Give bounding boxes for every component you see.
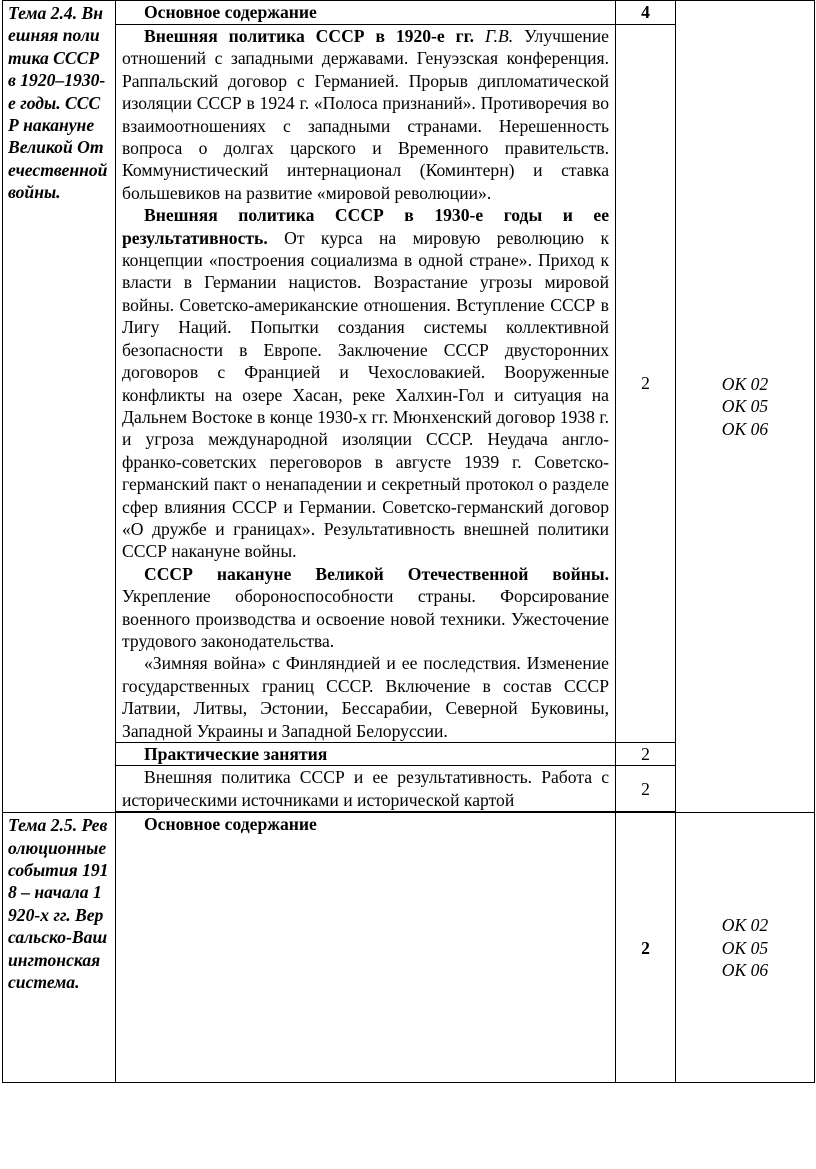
competency-item: ОК 06 [721,959,769,980]
practice-hours: 2 [616,743,676,766]
practice-text: Внешняя политика СССР и ее результативность. Работа с историческими источниками и исторической картой [116,766,616,812]
topic1-header-row [3,1,815,25]
topic1-main-header: Основное содержание [116,1,616,25]
practice-header: Практические занятия [116,743,616,766]
content-paragraph: Внешняя политика СССР в 1920-е гг. Г.В. Улучшение отношений с западными державами. Генуэзская конференция. Раппальский договор с Германией. Прорыв дипломатической изоляции СССР в 1924 г. «Полоса признаний». Противоречия во взаимоотношениях с западными странами. Нерешенность вопроса о долгах царского и Временного правительств. Коммунистический интернационал (Коминтерн) и ставка большевиков на развитие «мировой революции». [122,26,609,203]
topic1-main-hours: 4 [616,1,676,25]
curriculum-table [2,0,815,1083]
topic2-row [3,813,815,1083]
topic1-competencies [676,1,815,813]
topic2-competencies [676,813,815,1083]
topic2-title: Тема 2.5. Революционные события 1918 – начала 1920-х гг. Версальско-Вашингтонская система. [3,813,116,1083]
topic2-main-header: Основное содержание [116,813,616,1083]
content-paragraph: СССР накануне Великой Отечественной войны. Укрепление обороноспособности страны. Форсирование военного производства и освоение новой техники. Ужесточение трудового законодательства. [122,563,609,651]
competency-item: ОК 02 [721,374,769,394]
topic2-hours: 2 [616,813,676,1083]
competency-item: ОК 06 [721,418,769,439]
topic1-title: Тема 2.4. Внешняя политика СССР в 1920–1930-е годы. СССР накануне Великой Отечественной войны. [3,1,116,813]
competency-item: ОК 05 [721,396,769,417]
competency-item: ОК 05 [721,937,769,958]
topic1-content [116,25,616,743]
topic1-content-hours: 2 [616,25,676,743]
content-paragraph: Внешняя политика СССР в 1930-е годы и ее результативность. От курса на мировую революцию к концепции «построения социализма в одной стране». Приход к власти в Германии нацистов. Возрастание угрозы мировой войны. Советско-американские отношения. Вступление СССР в Лигу Наций. Попытки создания системы коллективной безопасности в Европе. Заключение СССР двусторонних договоров с Францией и Чехословакией. Вооруженные конфликты на озере Хасан, реке Халхин-Гол и ситуация на Дальнем Востоке в конце 1930-х гг. Мюнхенский договор 1938 г. и угроза международной изоляции СССР. Неудача англо-франко-советских переговоров в августе 1939 г. Советско-германский пакт о ненападении и секретный протокол о разделе сфер влияния СССР и Германии. Советско-германский договор «О дружбе и границах». Результативность внешней политики СССР накануне войны. [122,205,609,562]
competency-item: ОК 02 [721,915,769,936]
practice-text-hours: 2 [616,766,676,812]
content-paragraph: «Зимняя война» с Финляндией и ее последствия. Изменение государственных границ СССР. Включение в состав СССР Латвии, Литвы, Эстонии, Бессарабии, Северной Буковины, Западной Украины и Западной Белоруссии. [122,653,609,741]
